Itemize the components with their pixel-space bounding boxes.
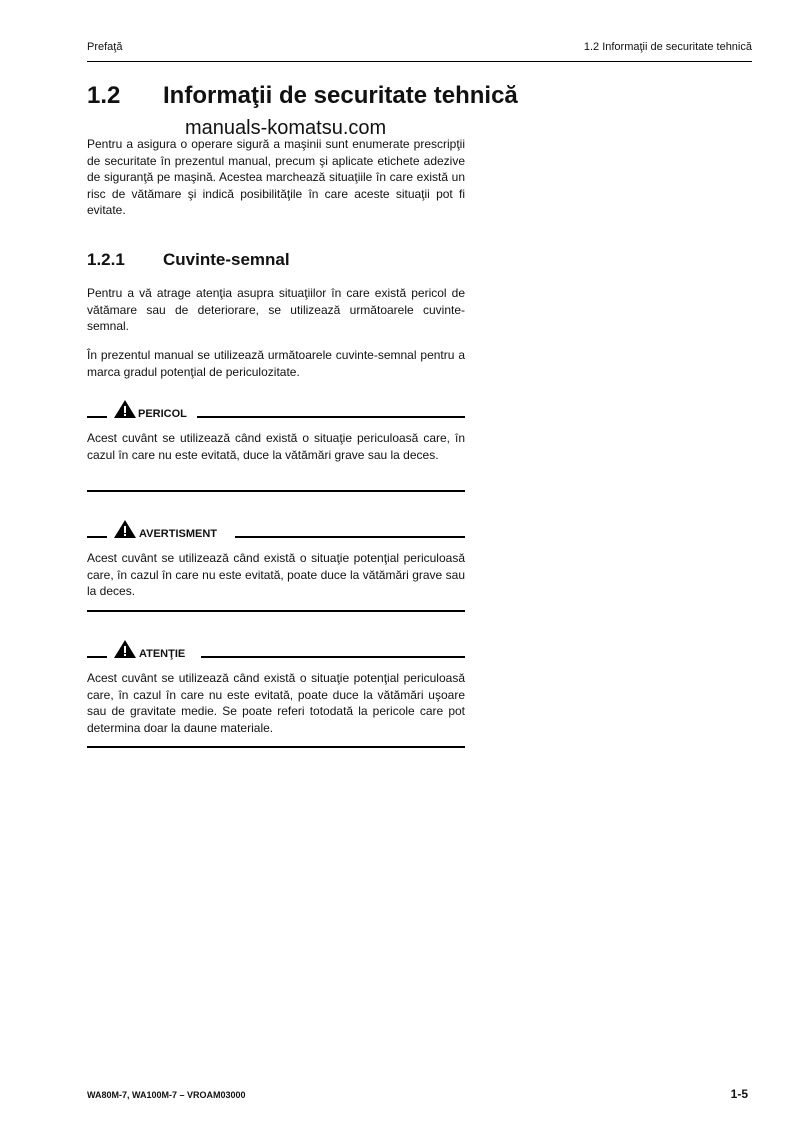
signal-label: ATENŢIE bbox=[139, 648, 186, 660]
warning-icon bbox=[113, 639, 137, 659]
signal-text: Acest cuvânt se utilizează când există o situaţie potenţial periculoasă care, în cazul în care nu este evitată, poate duce la vătămări grave sau la deces. bbox=[87, 551, 465, 598]
paragraph-1: Pentru a vă atrage atenţia asupra situaţiilor în care există pericol de vătămare sau de deteriorare, se utilizează următoarele cuvinte-semnal. bbox=[87, 286, 465, 333]
signal-text: Acest cuvânt se utilizează când există o situaţie periculoasă care, în cazul în care nu este evitată, duce la vătămări grave sau la deces. bbox=[87, 431, 465, 462]
signal-pericol bbox=[87, 401, 465, 421]
divider bbox=[87, 746, 465, 748]
footer-model: WA80M-7, WA100M-7 – VROAM03000 bbox=[87, 1090, 246, 1100]
signal-text: Acest cuvânt se utilizează când există o situaţie potenţial periculoasă care, în cazul în care nu este evitată, poate duce la vătămări uşoare sau de gravitate medie. Se poate referi totodată la pericole care pot determina doar la daune materiale. bbox=[87, 671, 465, 735]
signal-label: PERICOL bbox=[138, 408, 187, 420]
watermark: manuals-komatsu.com bbox=[185, 117, 387, 139]
paragraph-2: În prezentul manual se utilizează următoarele cuvinte-semnal pentru a marca gradul potenţial de periculozitate. bbox=[87, 348, 465, 379]
page-number: 1-5 bbox=[730, 1087, 748, 1101]
subsection-heading bbox=[87, 250, 290, 270]
signal-atentie bbox=[87, 641, 465, 661]
signal-avertisment bbox=[87, 521, 465, 541]
section-title: Informaţii de securitate tehnică bbox=[163, 82, 518, 109]
warning-icon bbox=[113, 519, 137, 539]
subsection-title: Cuvinte-semnal bbox=[163, 250, 290, 269]
intro-paragraph: Pentru a asigura o operare sigură a maşinii sunt enumerate prescripţii de securitate în prezentul manual, precum şi aplicate etichete adezive de siguranţă pe maşină. Acestea marchează situaţiile în care există un risc de vătămare şi indică posibilităţile în care aceste situaţii pot fi evitate. bbox=[87, 137, 465, 217]
divider bbox=[87, 610, 465, 612]
header-section: 1.2 Informaţii de securitate tehnică bbox=[583, 41, 752, 53]
section-number: 1.2 bbox=[87, 82, 121, 109]
divider bbox=[87, 490, 465, 492]
signal-label: AVERTISMENT bbox=[139, 528, 218, 540]
subsection-number: 1.2.1 bbox=[87, 250, 125, 269]
header-divider bbox=[87, 61, 752, 62]
section-heading bbox=[87, 82, 518, 110]
header-chapter: Prefaţă bbox=[87, 41, 123, 53]
warning-icon bbox=[113, 399, 137, 419]
